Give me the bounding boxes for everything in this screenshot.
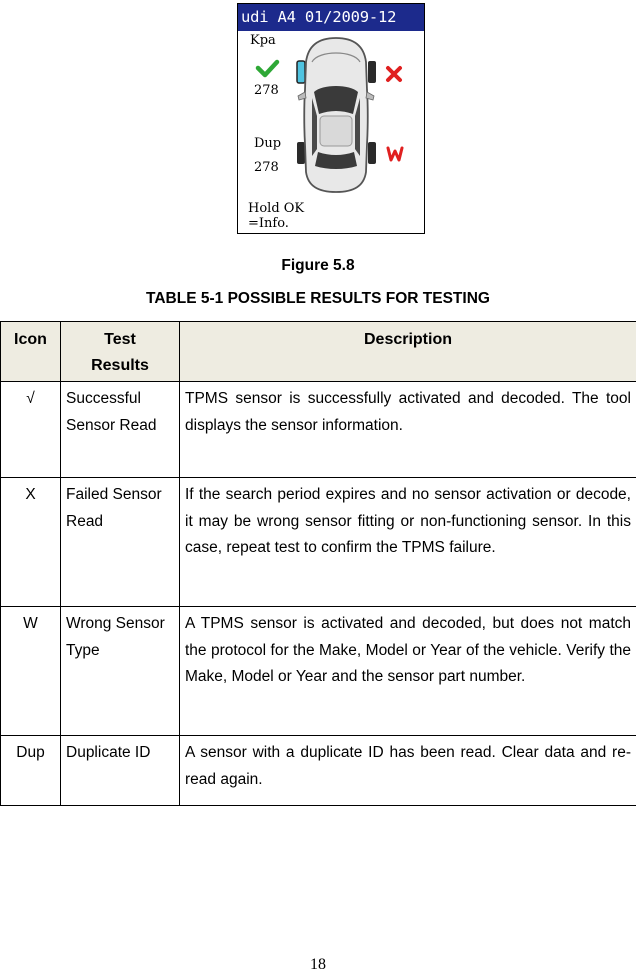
row-icon-dup: Dup bbox=[1, 736, 61, 806]
row-result: Successful Sensor Read bbox=[61, 382, 180, 478]
rear-left-status: Dup bbox=[254, 137, 281, 151]
figure-caption: Figure 5.8 bbox=[0, 257, 636, 275]
table-row bbox=[1, 478, 636, 607]
table-title: TABLE 5-1 POSSIBLE RESULTS FOR TESTING bbox=[0, 290, 636, 308]
rear-left-pressure: 278 bbox=[254, 161, 279, 175]
front-left-pressure: 278 bbox=[254, 84, 279, 98]
row-icon-check: √ bbox=[1, 382, 61, 478]
tire-front-right bbox=[368, 61, 376, 83]
header-description: Description bbox=[180, 322, 636, 382]
row-result: Wrong Sensor Type bbox=[61, 607, 180, 736]
row-description: A TPMS sensor is activated and decoded, but does not match the protocol for the Make, Model or Year of the vehicle. Verify the Make, Model or Year and the sensor part number. bbox=[180, 607, 636, 736]
hint-line-1: Hold OK bbox=[248, 202, 304, 216]
results-table bbox=[0, 321, 636, 806]
row-result: Duplicate ID bbox=[61, 736, 180, 806]
row-icon-w: W bbox=[1, 607, 61, 736]
table-row bbox=[1, 607, 636, 736]
row-description: TPMS sensor is successfully activated and decoded. The tool displays the sensor information. bbox=[180, 382, 636, 478]
car-windshield bbox=[314, 86, 358, 114]
page-number: 18 bbox=[0, 956, 636, 974]
row-description: If the search period expires and no sensor activation or decode, it may be wrong sensor fitting or non-functioning sensor. In this case, repeat test to confirm the TPMS failure. bbox=[180, 478, 636, 607]
hint-line-2: =Info. bbox=[248, 217, 289, 231]
check-icon bbox=[258, 62, 277, 75]
row-description: A sensor with a duplicate ID has been read. Clear data and re-read again. bbox=[180, 736, 636, 806]
pressure-unit-label: Kpa bbox=[250, 34, 276, 48]
tire-rear-left bbox=[297, 142, 305, 164]
row-icon-x: X bbox=[1, 478, 61, 607]
table-row bbox=[1, 736, 636, 806]
tire-front-left bbox=[297, 61, 305, 83]
tpms-device-screen bbox=[237, 3, 425, 234]
vehicle-title-bar: udi A4 01/2009-12 bbox=[238, 4, 424, 31]
table-header-row bbox=[1, 322, 636, 382]
header-test-results: Test Results bbox=[61, 322, 180, 382]
cross-icon bbox=[388, 68, 400, 80]
row-result: Failed Sensor Read bbox=[61, 478, 180, 607]
table-row bbox=[1, 382, 636, 478]
header-icon: Icon bbox=[1, 322, 61, 382]
wrong-sensor-icon bbox=[388, 148, 402, 160]
tire-rear-right bbox=[368, 142, 376, 164]
